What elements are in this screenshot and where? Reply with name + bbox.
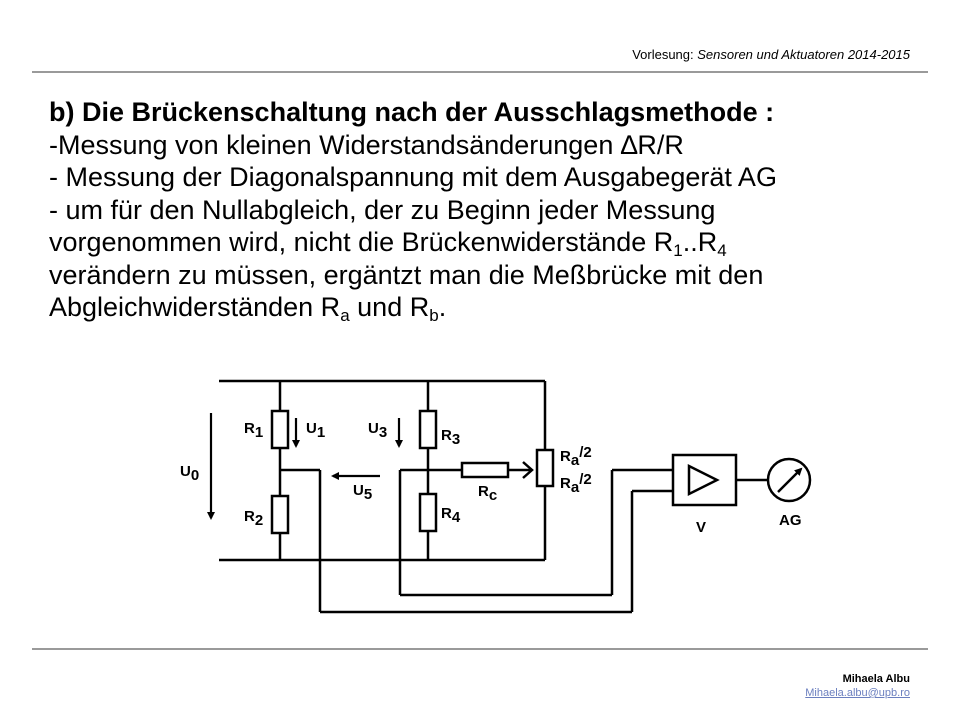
resistor-r2 <box>272 496 288 533</box>
bullet-line-2: -Messung von kleinen Widerstandsänderungen ∆R/R <box>49 129 684 160</box>
label-v: V <box>696 519 707 536</box>
slide-title: b) Die Brückenschaltung nach der Ausschlagsmethode : <box>49 97 775 127</box>
bullet-line-3: - Messung der Diagonalspannung mit dem Ausgabegerät AG <box>49 162 777 192</box>
label-r2: R2 <box>244 508 264 529</box>
line5-text-b: ..R <box>682 227 718 257</box>
resistor-rc <box>462 463 508 477</box>
label-ra-lower: Ra/2 <box>560 471 592 496</box>
footer-email-link[interactable]: Mihaela.albu@upb.ro <box>805 687 910 699</box>
label-rc: Rc <box>478 483 498 504</box>
footer-author: Mihaela Albu <box>842 673 910 685</box>
resistor-r3 <box>420 411 436 448</box>
line5-sub-1: 1 <box>673 241 683 260</box>
amplifier-v <box>673 455 736 505</box>
line7-text-b: und R <box>349 292 430 322</box>
slide-footer <box>805 672 910 700</box>
label-ag: AG <box>779 512 802 529</box>
lecture-course: Sensoren und Aktuatoren 2014-2015 <box>697 47 910 62</box>
line5-sub-2: 4 <box>717 241 727 260</box>
bottom-divider <box>32 648 928 650</box>
amplifier-box <box>673 455 736 505</box>
line7-sub-1: a <box>340 306 350 325</box>
meter-ag <box>768 459 810 501</box>
label-u1: U1 <box>306 420 326 441</box>
label-u3: U3 <box>368 420 388 441</box>
lecture-prefix: Vorlesung: <box>632 47 694 62</box>
label-r4: R4 <box>441 505 461 526</box>
resistor-ra <box>537 450 553 486</box>
label-u0: U0 <box>180 463 200 484</box>
resistor-r4 <box>420 494 436 531</box>
amplifier-triangle <box>689 466 717 494</box>
line7-sub-2: b <box>429 306 439 325</box>
bullet-line-4: - um für den Nullabgleich, der zu Beginn jeder Messung <box>49 194 716 225</box>
label-ra-upper: Ra/2 <box>560 444 592 469</box>
line7-text-a: Abgleichwiderständen R <box>49 292 341 322</box>
line5-text-a: vorgenommen wird, nicht die Brückenwiderstände R <box>49 227 674 257</box>
line7-text-c: . <box>438 292 447 322</box>
bullet-line-6: verändern zu müssen, ergäntzt man die Meßbrücke mit den <box>49 259 764 290</box>
label-u5: U5 <box>353 482 373 503</box>
resistor-r1 <box>272 411 288 448</box>
label-r3: R3 <box>441 427 461 448</box>
label-r1: R1 <box>244 420 264 441</box>
